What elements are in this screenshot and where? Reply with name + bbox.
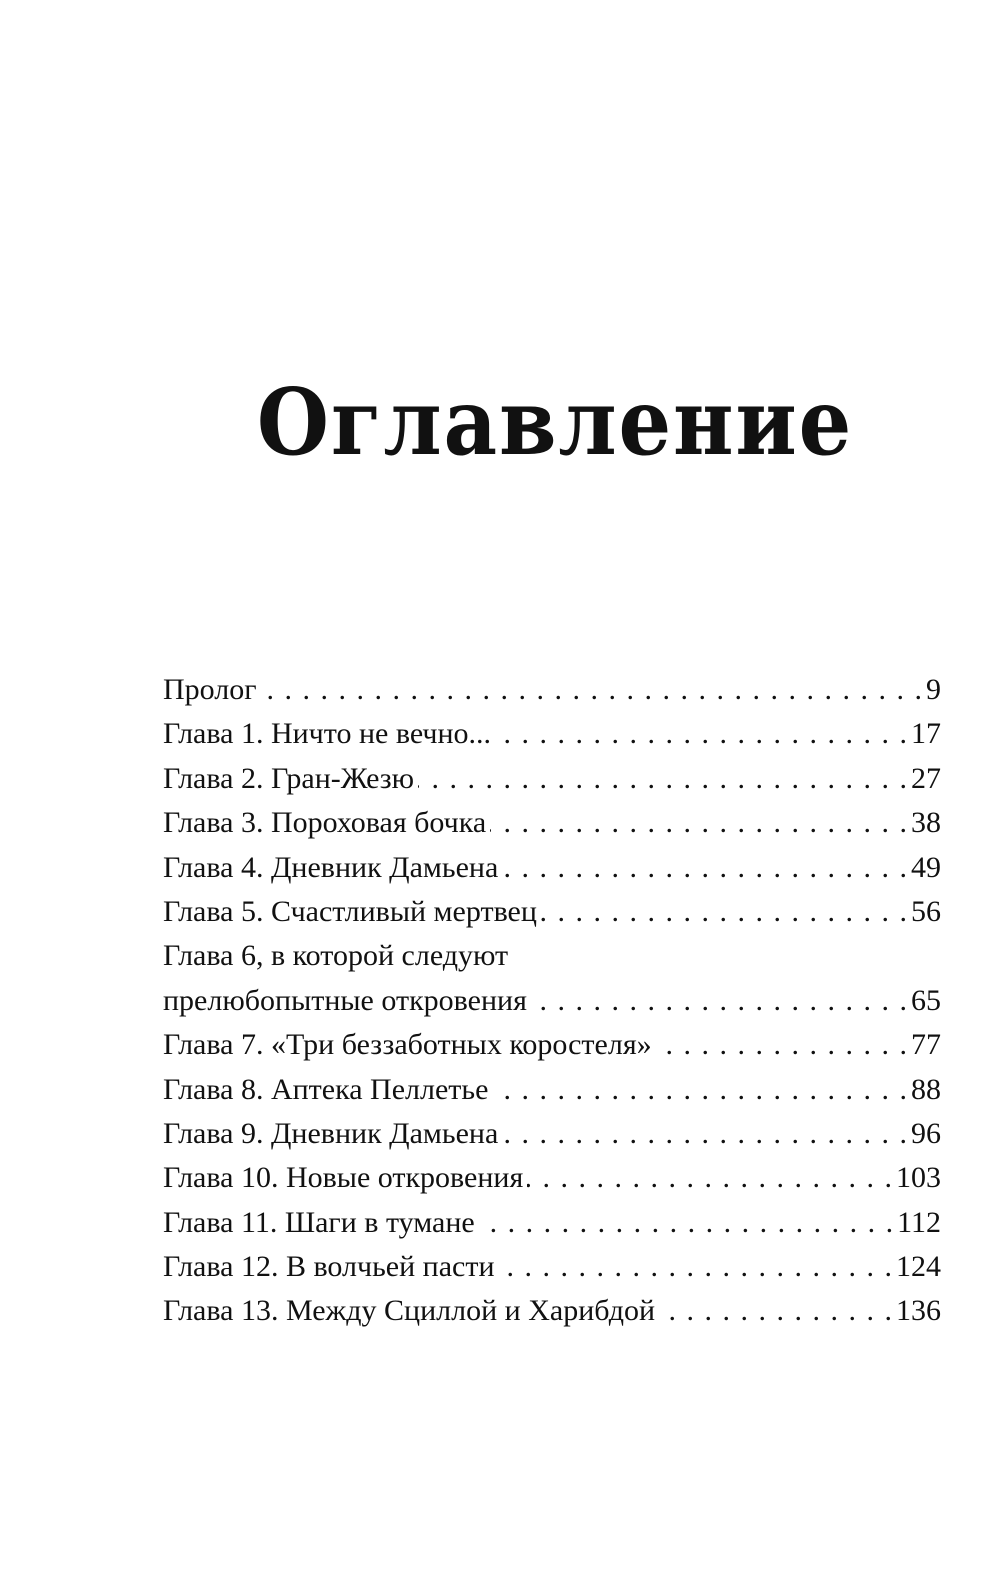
toc-entry-title: Глава 13. Между Сциллой и Харибдой xyxy=(163,1294,656,1328)
toc-entry[interactable] xyxy=(163,1112,941,1156)
toc-entry-title: Глава 4. Дневник Дамьена xyxy=(163,850,499,884)
dot-leader xyxy=(418,757,907,801)
toc-entry[interactable] xyxy=(163,979,941,1023)
toc-page-number: 56 xyxy=(911,894,941,928)
toc-entry[interactable] xyxy=(163,1289,941,1333)
toc-entry[interactable] xyxy=(163,1245,941,1289)
page-title: Оглавление xyxy=(256,368,854,476)
toc-entry[interactable] xyxy=(163,1156,941,1200)
toc-entry[interactable] xyxy=(163,846,941,890)
toc-entry[interactable] xyxy=(163,890,941,934)
toc-entry-title: Глава 3. Пороховая бочка xyxy=(163,806,487,840)
dot-leader xyxy=(479,1201,893,1245)
table-of-contents xyxy=(163,668,941,1334)
dot-leader xyxy=(261,668,922,712)
dot-leader xyxy=(502,846,907,890)
toc-entry-title: Глава 2. Гран-Жезю xyxy=(163,761,415,795)
toc-entry-title: Глава 10. Новые откровения xyxy=(163,1161,524,1195)
dot-leader xyxy=(541,890,907,934)
toc-entry-title: Глава 12. В волчьей пасти xyxy=(163,1250,495,1284)
toc-page-number: 77 xyxy=(911,1028,941,1062)
dot-leader xyxy=(531,979,907,1023)
toc-entry-title: Пролог xyxy=(163,673,257,706)
dot-leader xyxy=(502,1112,907,1156)
dot-leader xyxy=(656,1023,907,1067)
toc-entry-title: прелюбопытные откровения xyxy=(163,983,527,1017)
toc-page-number: 9 xyxy=(926,673,941,706)
toc-entry[interactable] xyxy=(163,801,941,845)
dot-leader xyxy=(495,712,907,756)
toc-entry-title: Глава 9. Дневник Дамьена xyxy=(163,1116,499,1150)
toc-page-number: 65 xyxy=(911,983,941,1017)
toc-entry[interactable] xyxy=(163,668,941,712)
toc-page-number: 103 xyxy=(896,1161,941,1195)
toc-page-number: 17 xyxy=(911,717,941,751)
toc-entry-title: Глава 5. Счастливый мертвец xyxy=(163,894,537,928)
dot-leader xyxy=(659,1289,892,1333)
toc-page-number: 112 xyxy=(897,1205,941,1239)
toc-entry-line xyxy=(163,934,941,978)
toc-entry[interactable] xyxy=(163,1201,941,1245)
toc-entry-title: Глава 7. «Три беззаботных коростеля» xyxy=(163,1028,652,1062)
dot-leader xyxy=(499,1245,893,1289)
toc-page-number: 96 xyxy=(911,1116,941,1150)
dot-leader xyxy=(527,1156,892,1200)
toc-page-number: 38 xyxy=(911,806,941,840)
toc-entry-title: Глава 1. Ничто не вечно... xyxy=(163,717,492,751)
toc-page-number: 124 xyxy=(896,1250,941,1284)
dot-leader xyxy=(490,801,907,845)
toc-page-number: 27 xyxy=(911,761,941,795)
toc-entry[interactable] xyxy=(163,712,941,756)
toc-entry[interactable] xyxy=(163,1068,941,1112)
toc-entry-title: Глава 6, в которой следуют xyxy=(163,939,509,973)
toc-page-number: 49 xyxy=(911,850,941,884)
toc-page-number: 136 xyxy=(896,1294,941,1328)
dot-leader xyxy=(492,1068,907,1112)
toc-page-number: 88 xyxy=(911,1072,941,1106)
toc-entry[interactable] xyxy=(163,757,941,801)
toc-entry-title: Глава 8. Аптека Пеллетье xyxy=(163,1072,489,1106)
toc-entry-title: Глава 11. Шаги в тумане xyxy=(163,1205,475,1239)
toc-entry[interactable] xyxy=(163,1023,941,1067)
